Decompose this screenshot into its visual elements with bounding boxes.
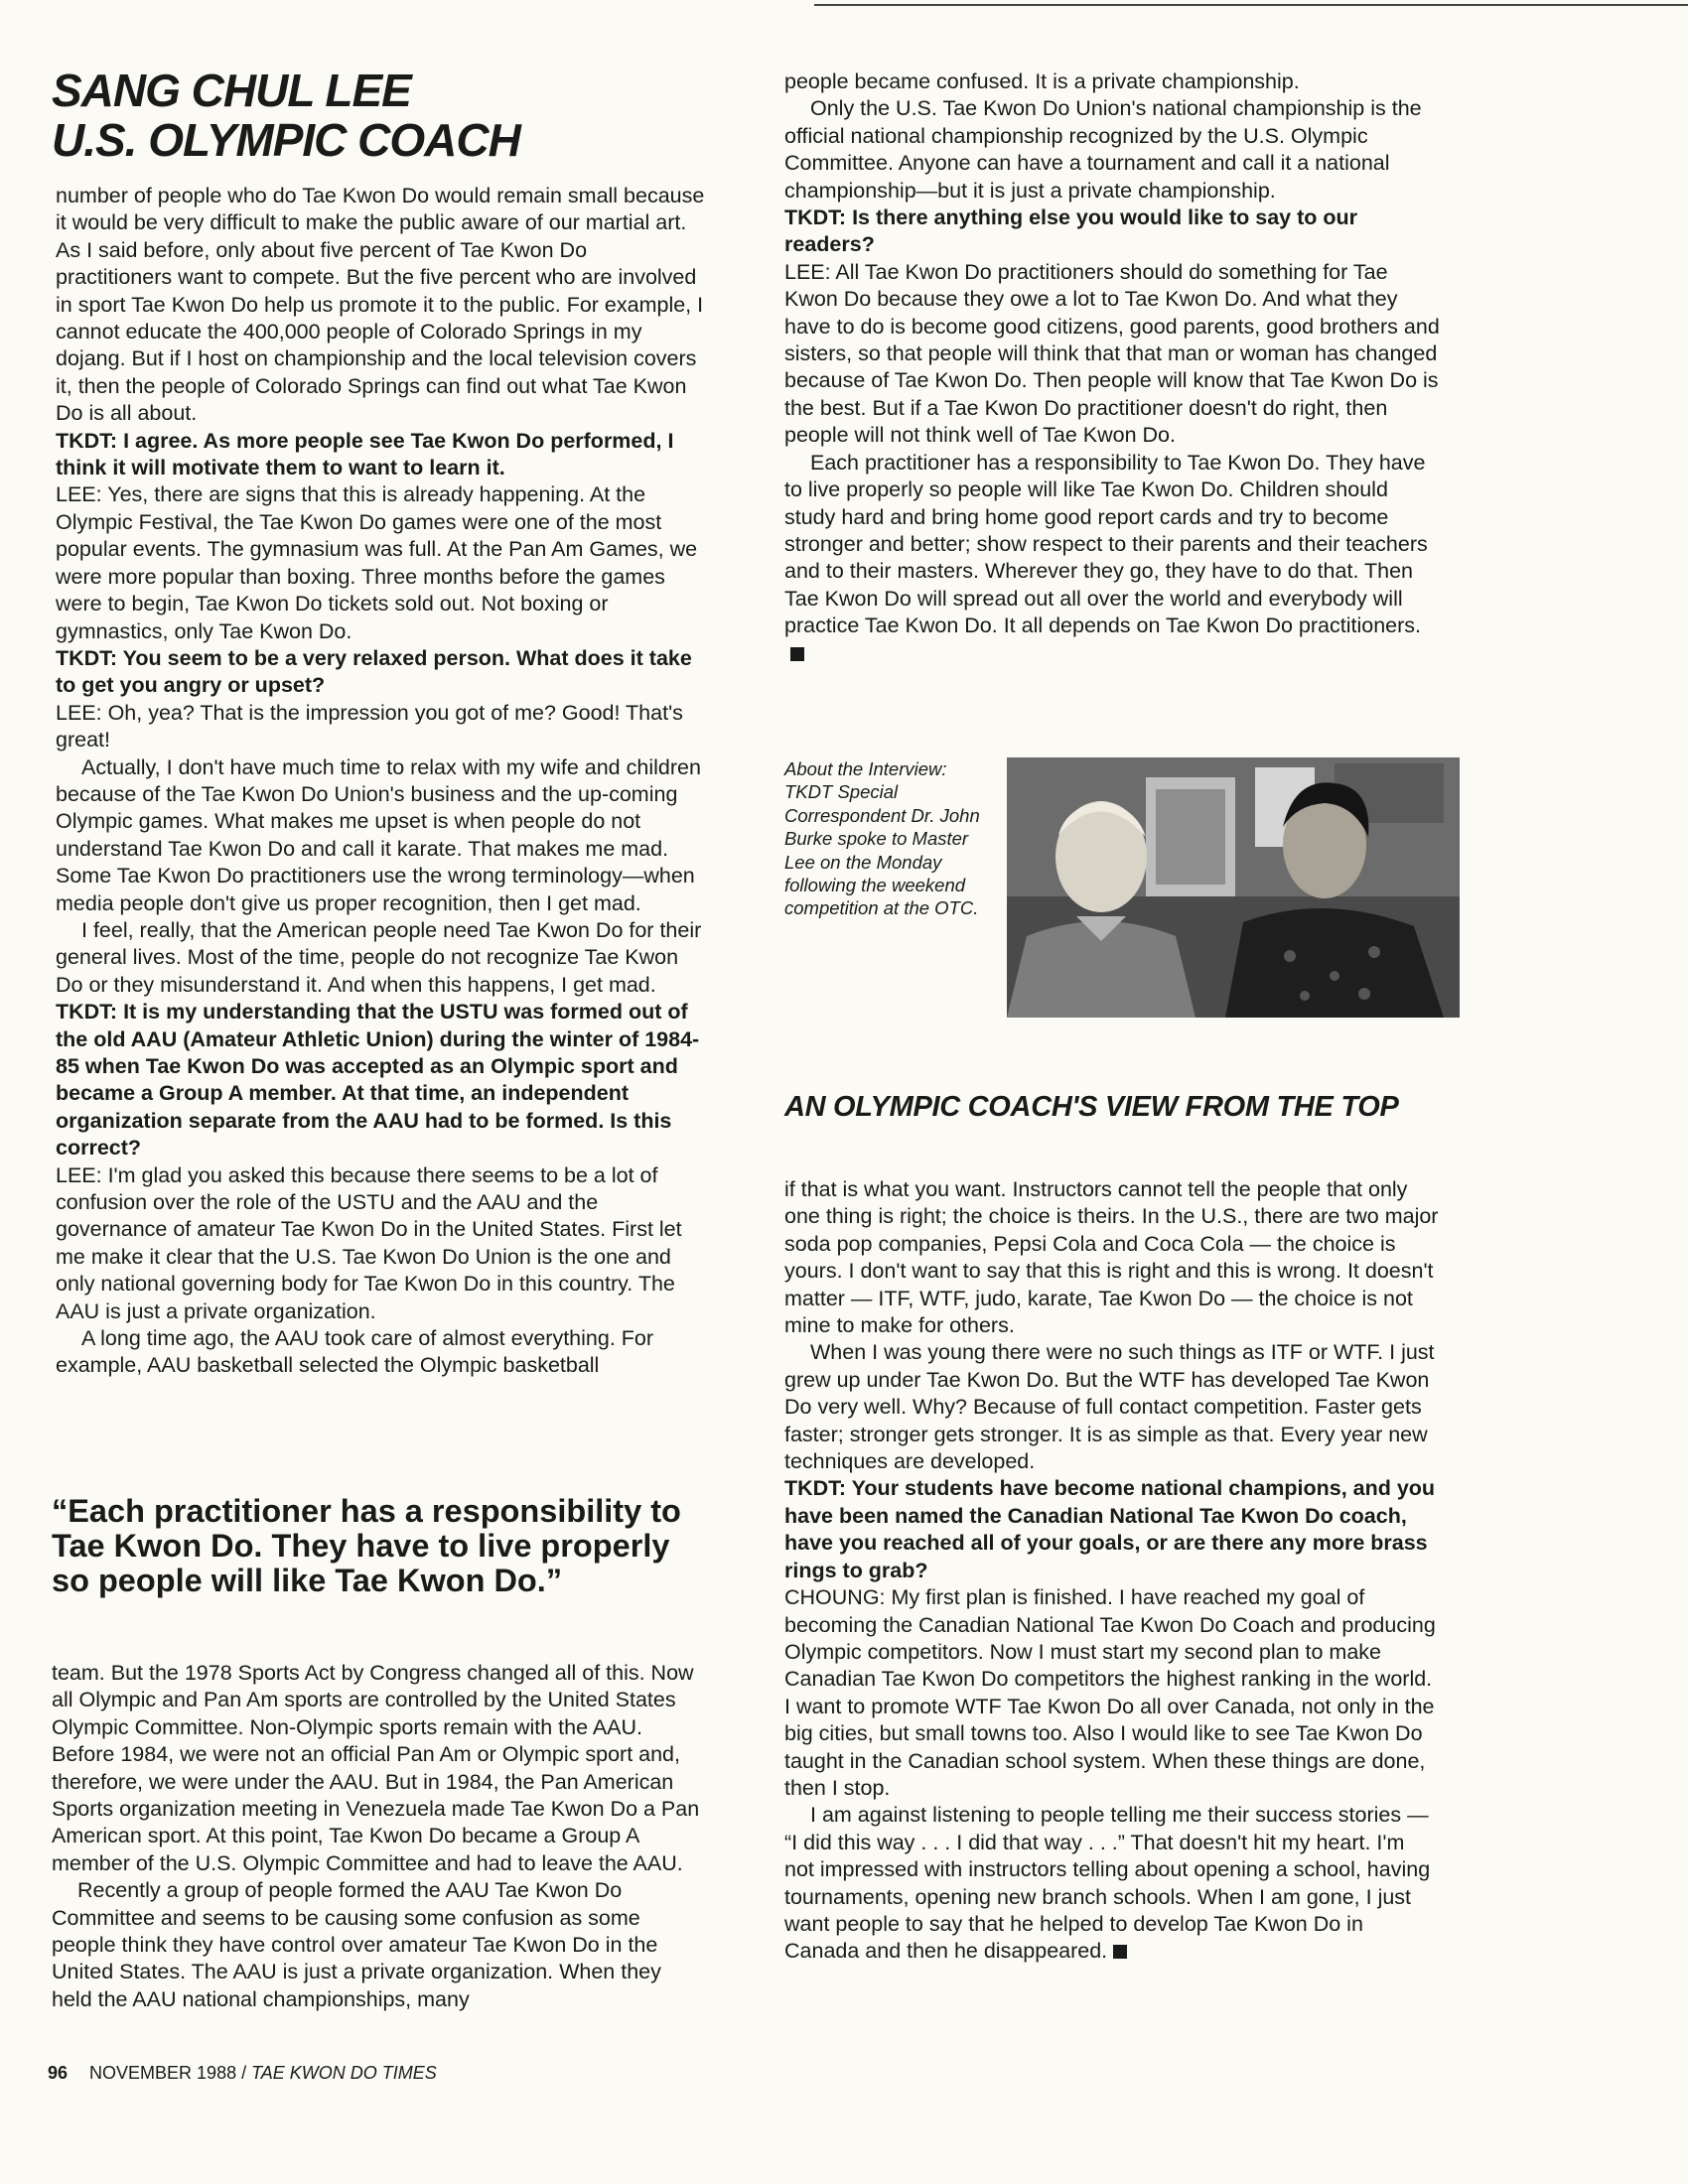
body-paragraph: [784, 1802, 1440, 1965]
paragraph-text: number of people who do Tae Kwon Do would remain small because it would be very difficult to make the public aware of our martial art. As I said before, only about five percent of Tae Kwon Do practitioners want to compete. But the five percent who are involved in sport Tae Kwon Do help us promote it to the public. For example, I cannot educate the 400,000 people of Colorado Springs in my dojang. But if I host on championship and the local television covers it, then the people of Colorado Springs can find out what Tae Kwon Do is all about.: [56, 184, 705, 426]
paragraph-text: TKDT: Is there anything else you would like to say to our readers?: [784, 205, 1358, 257]
headline-line-1: SANG CHUL LEE: [52, 65, 411, 116]
paragraph-text: TKDT: It is my understanding that the USTU was formed out of the old AAU (Amateur Athletic Union) during the winter of 1984-85 when Tae Kwon Do was accepted as an Olympic sport and became a Group A member. At that time, an independent organization separate from the AAU had to be formed. Is this correct?: [56, 1000, 700, 1160]
paragraph-text: A long time ago, the AAU took care of almost everything. For example, AAU basketball selected the Olympic basketball: [56, 1326, 654, 1378]
interview-question: [56, 428, 707, 482]
body-paragraph: [56, 183, 707, 428]
left-column-bottom: [52, 1660, 707, 2013]
body-paragraph: [784, 1339, 1440, 1475]
paragraph-text: team. But the 1978 Sports Act by Congress changed all of this. Now all Olympic and Pan Am sports are controlled by the United States Olympic Committee. Non-Olympic sports remain with the AAU. Before 1984, we were not an official Pan Am or Olympic sport and, therefore, we were under the AAU. But in 1984, the Pan American Sports organization meeting in Venezuela made Tae Kwon Do a Pan American sport. At this point, Tae Kwon Do became a Group A member of the U.S. Olympic Committee and had to leave the AAU.: [52, 1661, 700, 1875]
body-paragraph: [56, 754, 707, 917]
paragraph-text: LEE: Oh, yea? That is the impression you got of me? Good! That's great!: [56, 700, 683, 752]
right-column-bottom: [784, 1176, 1440, 1966]
end-mark-icon: [790, 647, 804, 661]
interview-question: [784, 1475, 1440, 1584]
end-mark-icon: [1113, 1945, 1127, 1959]
paragraph-text: TKDT: You seem to be a very relaxed person. What does it take to get you angry or upset?: [56, 645, 692, 698]
paragraph-text: TKDT: Your students have become national champions, and you have been named the Canadian National Tae Kwon Do coach, have you reached all of your goals, or are there any more brass rings to grab?: [784, 1476, 1436, 1582]
paragraph-text: I am against listening to people telling me their success stories — “I did this way . . . I did that way . . .” That doesn't hit my heart. I'm not impressed with instructors telling about opening a school, having tournaments, opening new branch schools. When I am gone, I just want people to say that he helped to develop Tae Kwon Do in Canada and then he disappeared.: [784, 1803, 1431, 1964]
body-paragraph: [56, 481, 707, 644]
body-paragraph: [56, 1162, 707, 1325]
body-paragraph: [784, 259, 1440, 450]
paragraph-text: Only the U.S. Tae Kwon Do Union's national championship is the official national championship recognized by the U.S. Olympic Committee. Anyone can have a tournament and call it a national championship—but it is just a private championship.: [784, 96, 1422, 203]
paragraph-text: people became confused. It is a private championship.: [784, 69, 1300, 93]
body-paragraph: [784, 95, 1440, 205]
body-paragraph: [784, 1176, 1440, 1339]
paragraph-text: Actually, I don't have much time to relax with my wife and children because of the Tae Kwon Do Union's business and the up-coming Olympic games. What makes me upset is when people do not understand Tae Kwon Do and call it karate. That makes me mad. Some Tae Kwon Do practitioners use the wrong terminology—when media people don't give us proper recognition, then I get mad.: [56, 754, 701, 915]
interview-question: [56, 999, 707, 1161]
section-heading: AN OLYMPIC COACH'S VIEW FROM THE TOP: [784, 1091, 1399, 1123]
photo-caption: About the Interview: TKDT Special Correspondent Dr. John Burke spoke to Master Lee on the Monday following the weekend competition at the OTC.: [784, 758, 980, 919]
issue-date: NOVEMBER 1988 /: [89, 2063, 252, 2083]
page-footer: [48, 2063, 437, 2084]
right-column-top: [784, 68, 1440, 667]
body-paragraph: [784, 68, 1440, 95]
photo-illustration: [1007, 757, 1460, 1018]
body-paragraph: [56, 917, 707, 999]
body-paragraph: [52, 1877, 707, 2013]
left-column-top: [56, 183, 707, 1380]
headline-line-2: U.S. OLYMPIC COACH: [52, 114, 520, 166]
magazine-name: TAE KWON DO TIMES: [251, 2063, 437, 2083]
body-paragraph: [56, 1325, 707, 1380]
article-headline: [52, 66, 707, 165]
body-paragraph: [784, 450, 1440, 667]
paragraph-text: I feel, really, that the American people need Tae Kwon Do for their general lives. Most of the time, people do not recognize Tae Kwon Do or they misunderstand it. And when this happens, I get mad.: [56, 917, 702, 997]
paragraph-text: if that is what you want. Instructors cannot tell the people that only one thing is right; the choice is theirs. In the U.S., there are two major soda pop companies, Pepsi Cola and Coca Cola — the choice is yours. I don't want to say that this is right and this is wrong. It doesn't matter — ITF, WTF, judo, karate, Tae Kwon Do — the choice is not mine to make for others.: [784, 1177, 1439, 1338]
paragraph-text: Recently a group of people formed the AAU Tae Kwon Do Committee and seems to be causing some confusion as some people think they have control over amateur Tae Kwon Do in the United States. The AAU is just a private organization. When they held the AAU national championships, many: [52, 1878, 661, 2011]
paragraph-text: CHOUNG: My first plan is finished. I have reached my goal of becoming the Canadian National Tae Kwon Do Coach and producing Olympic competitors. Now I must start my second plan to make Canadian Tae Kwon Do competitors the highest ranking in the world. I want to promote WTF Tae Kwon Do all over Canada, not only in the big cities, but small towns too. Also I would like to see Tae Kwon Do taught in the Canadian school system. When these things are done, then I stop.: [784, 1585, 1436, 1800]
paragraph-text: LEE: All Tae Kwon Do practitioners should do something for Tae Kwon Do because they owe a lot to Tae Kwon Do. And what they have to do is become good citizens, good parents, good brothers and sisters, so that people will think that that man or woman has changed because of Tae Kwon Do. Then people will know that Tae Kwon Do is the best. But if a Tae Kwon Do practitioner doesn't do right, then people will not think well of Tae Kwon Do.: [784, 259, 1440, 448]
paragraph-text: Each practitioner has a responsibility to Tae Kwon Do. They have to live properly so people will like Tae Kwon Do. Children should study hard and bring home good report cards and try to become stronger and better; show respect to their parents and their teachers and to their masters. Wherever they go, they have to do that. Then Tae Kwon Do will spread out all over the world and everybody will practice Tae Kwon Do. It all depends on Tae Kwon Do practitioners.: [784, 450, 1428, 638]
page-number: 96: [48, 2063, 69, 2083]
top-rule: [814, 4, 1688, 6]
interview-question: [784, 205, 1440, 259]
body-paragraph: [52, 1660, 707, 1877]
interview-question: [56, 645, 707, 700]
body-paragraph: [56, 700, 707, 754]
paragraph-text: When I was young there were no such things as ITF or WTF. I just grew up under Tae Kwon Do. But the WTF has developed Tae Kwon Do very well. Why? Because of full contact competition. Faster gets faster; stronger gets stronger. It is as simple as that. Every year new techniques are developed.: [784, 1340, 1435, 1474]
paragraph-text: LEE: Yes, there are signs that this is already happening. At the Olympic Festival, the Tae Kwon Do games were one of the most popular events. The gymnasium was full. At the Pan Am Games, we were more popular than boxing. Three months before the games were to begin, Tae Kwon Do tickets sold out. Not boxing or gymnastics, only Tae Kwon Do.: [56, 482, 698, 643]
pull-quote: “Each practitioner has a responsibility to Tae Kwon Do. They have to live properly so people will like Tae Kwon Do.”: [52, 1493, 681, 1598]
interview-photo: [1007, 757, 1460, 1018]
body-paragraph: [784, 1584, 1440, 1802]
paragraph-text: TKDT: I agree. As more people see Tae Kwon Do performed, I think it will motivate them to want to learn it.: [56, 428, 674, 480]
paragraph-text: LEE: I'm glad you asked this because there seems to be a lot of confusion over the role of the USTU and the AAU and the governance of amateur Tae Kwon Do in the United States. First let me make it clear that the U.S. Tae Kwon Do Union is the one and only national governing body for Tae Kwon Do in this country. The AAU is just a private organization.: [56, 1162, 682, 1323]
